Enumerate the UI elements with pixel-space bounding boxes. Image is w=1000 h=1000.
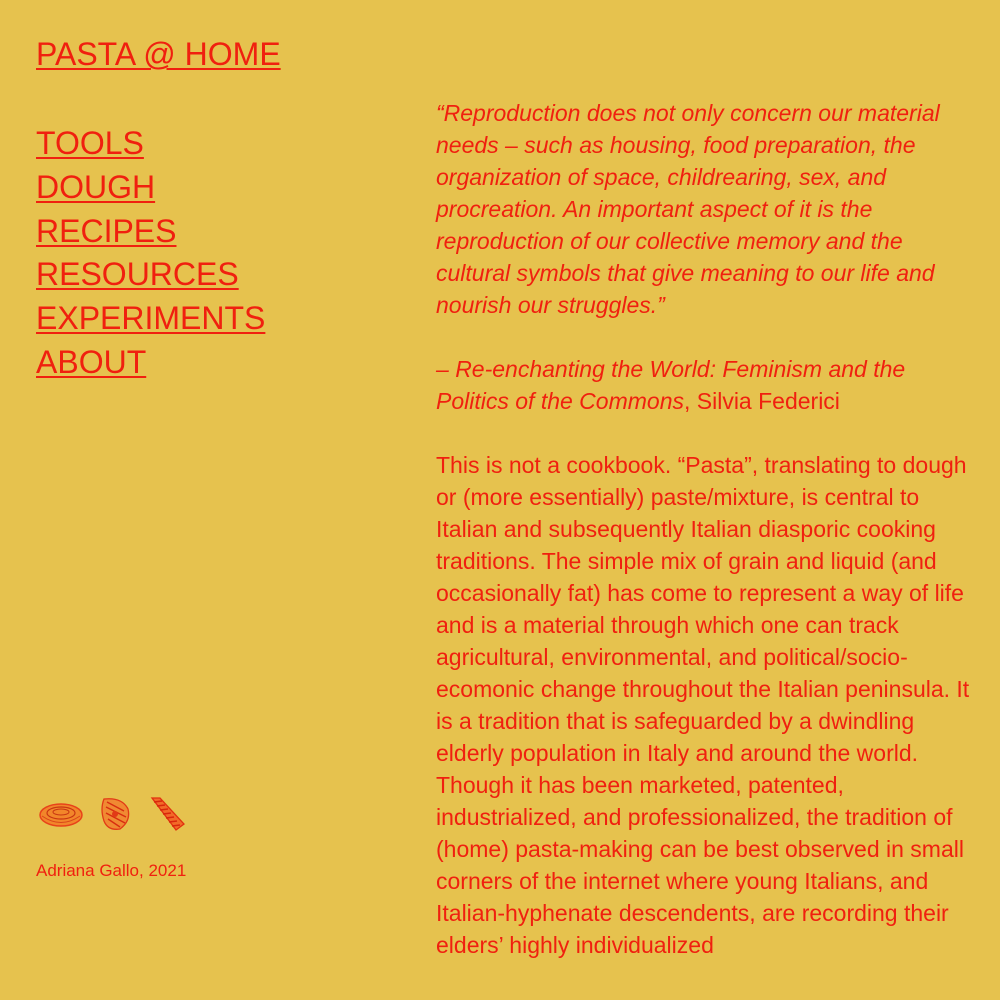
pasta-nest-icon xyxy=(38,799,84,834)
pasta-icons xyxy=(38,795,188,838)
epigraph-quote: “Reproduction does not only concern our material needs – such as housing, food preparation, the organization of space, childrearing, sex, and procreation. An important aspect of it is the reproduction of our collective memory and the cultural symbols that give meaning to our life and nourish our struggles.” xyxy=(436,100,940,318)
attribution-book-title: Re-enchanting the World: Feminism and the Politics of the Commons xyxy=(436,356,906,414)
author-credit: Adriana Gallo, 2021 xyxy=(36,861,187,880)
attribution-author: , Silvia Federici xyxy=(683,388,840,414)
main-nav xyxy=(36,122,265,385)
nav-link-recipes[interactable]: RECIPES xyxy=(36,212,177,249)
nav-link-experiments[interactable]: EXPERIMENTS xyxy=(36,300,266,337)
pasta-ribbon-icon xyxy=(146,796,188,837)
nav-item-resources xyxy=(36,253,265,297)
nav-link-resources[interactable]: RESOURCES xyxy=(36,256,239,293)
intro-paragraph: This is not a cookbook. “Pasta”, translating to dough or (more essentially) paste/mixture, is central to Italian and subsequently Italian diasporic cooking traditions. The simple mix of grain and liquid (and occasionally fat) has come to represent a way of life and is a material through which one can track agricultural, environmental, and political/socio-ecomonic change throughout the Italian peninsula. It is a tradition that is safeguarded by a dwindling elderly population in Italy and around the world. Though it has been marketed, patented, industrialized, and professionalized, the tradition of (home) pasta-making can be best observed in small corners of the internet where young Italians, and Italian-hyphenate descendents, are recording their elders’ highly individualized xyxy=(436,452,970,958)
nav-link-tools[interactable]: TOOLS xyxy=(36,125,144,161)
site-title-link[interactable]: PASTA @ HOME xyxy=(36,36,281,72)
main-content xyxy=(436,97,976,993)
pasta-shell-icon xyxy=(98,795,132,838)
nav-item-dough xyxy=(36,166,265,210)
nav-link-about[interactable]: ABOUT xyxy=(36,343,147,380)
nav-item-tools xyxy=(36,122,265,166)
nav-item-about xyxy=(36,341,265,385)
attribution-prefix: – xyxy=(436,356,456,382)
epigraph-attribution xyxy=(436,353,976,417)
nav-link-dough[interactable]: DOUGH xyxy=(36,168,156,205)
site-title xyxy=(36,34,281,74)
nav-item-experiments xyxy=(36,297,265,341)
nav-item-recipes xyxy=(36,210,265,254)
